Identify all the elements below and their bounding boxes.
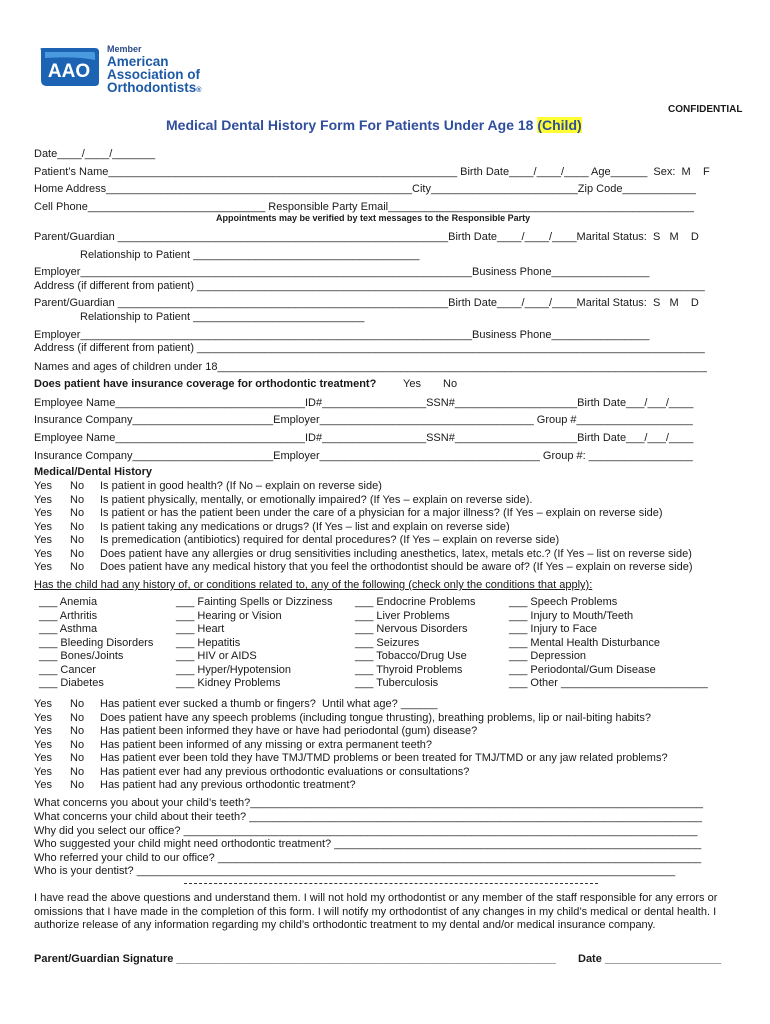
logo-member-label: Member — [107, 44, 142, 54]
condition-checkbox[interactable]: ___ HIV or AIDS — [176, 650, 257, 662]
cell-phone-field[interactable]: Cell Phone_____________________________ Responsible Party Email__________________________________________________ — [34, 201, 694, 213]
yes-option[interactable]: Yes — [34, 779, 52, 791]
employee-name-field-2[interactable]: Employee Name_______________________________ID#_________________SSN#____________________Birth Date___/___/____ — [34, 432, 694, 444]
yes-option[interactable]: Yes — [34, 698, 52, 710]
question-text: Is patient or has the patient been under the care of a physician for a major illness? (If Yes – explain on reverse side) — [100, 507, 663, 519]
insurance-question: Does patient have insurance coverage for orthodontic treatment? — [34, 378, 377, 390]
conditions-column-3 — [355, 596, 475, 691]
children-names-field[interactable]: Names and ages of children under 18________________________________________________________________________________ — [34, 361, 707, 373]
question-text: Has patient ever been told they have TMJ/TMD problems or been treated for TMJ/TMD or any jaw related problems? — [100, 752, 668, 764]
no-option[interactable]: No — [70, 725, 85, 737]
yes-option[interactable]: Yes — [34, 711, 52, 724]
guardian-signature-field[interactable]: Parent/Guardian Signature ______________________________________________________________ — [34, 953, 556, 965]
yes-option[interactable]: Yes — [34, 493, 52, 506]
condition-checkbox[interactable]: ___ Speech Problems — [509, 596, 618, 608]
condition-checkbox[interactable]: ___ Seizures — [355, 636, 420, 649]
condition-checkbox[interactable]: ___ Cancer — [39, 663, 96, 676]
no-option[interactable]: No — [70, 711, 85, 724]
yes-option[interactable]: Yes — [34, 480, 52, 492]
question-text: Is patient taking any medications or drugs? (If Yes – list and explain on reverse side) — [100, 520, 510, 533]
logo-initials: AAO — [47, 61, 91, 82]
yes-option[interactable]: Yes — [34, 752, 52, 764]
condition-checkbox[interactable]: ___ Hepatitis — [176, 636, 241, 649]
yes-option[interactable]: Yes — [34, 725, 52, 737]
text-verification-notice: Appointments may be verified by text messages to the Responsible Party — [216, 213, 531, 223]
condition-checkbox[interactable]: ___ Thyroid Problems — [355, 663, 463, 676]
logo-organization-name — [107, 55, 201, 97]
condition-checkbox[interactable]: ___ Diabetes — [39, 677, 104, 689]
conditions-column-4 — [509, 596, 708, 691]
yes-option[interactable]: Yes — [34, 547, 52, 560]
guardian2-relationship-field[interactable]: Relationship to Patient ____________________________ — [80, 311, 365, 323]
aao-logo — [37, 44, 237, 108]
aao-logo-mark-icon — [37, 46, 101, 88]
question-text: Has patient had any previous orthodontic treatment? — [100, 779, 356, 791]
condition-checkbox[interactable]: ___ Bleeding Disorders — [39, 636, 154, 649]
guardian2-employer-field[interactable]: Employer________________________________________________________________Business Phone________________ — [34, 329, 650, 341]
no-option[interactable]: No — [70, 520, 85, 533]
condition-checkbox[interactable]: ___ Hyper/Hypotension — [176, 663, 291, 676]
concern-field[interactable]: What concerns you about your child’s teeth?__________________________________________________________________________ — [34, 797, 703, 809]
patient-name-field[interactable]: Patient’s Name_________________________________________________________ Birth Date____/____/____ Age______ Sex: M F — [34, 166, 710, 178]
question-text: Does patient have any medical history that you feel the orthodontist should be aware of? (If Yes – explain on reverse side) — [100, 561, 693, 573]
yes-option[interactable]: Yes — [34, 561, 52, 573]
no-option[interactable]: No — [70, 547, 85, 560]
concern-field[interactable]: Who is your dentist? ________________________________________________________________________________________ — [34, 865, 676, 877]
condition-checkbox[interactable]: ___ Tuberculosis — [355, 677, 439, 689]
no-option[interactable]: No — [70, 765, 85, 778]
question-text: Has patient ever sucked a thumb or fingers? Until what age? ______ — [100, 698, 438, 710]
no-option[interactable]: No — [70, 493, 85, 506]
question-text: Is patient physically, mentally, or emotionally impaired? (If Yes – explain on reverse side). — [100, 493, 533, 506]
question-text: Does patient have any speech problems (including tongue thrusting), breathing problems, lip or nail-biting habits? — [100, 711, 651, 724]
condition-checkbox[interactable]: ___ Arthritis — [39, 609, 98, 622]
logo-line-1: American — [107, 54, 169, 69]
condition-checkbox[interactable]: ___ Hearing or Vision — [176, 609, 282, 622]
condition-checkbox[interactable]: ___ Endocrine Problems — [355, 596, 476, 608]
no-option[interactable]: No — [70, 698, 85, 710]
yes-option[interactable]: Yes — [34, 534, 52, 546]
home-address-field[interactable]: Home Address__________________________________________________City________________________Zip Code____________ — [34, 183, 696, 195]
divider — [184, 883, 598, 884]
no-option[interactable]: No — [70, 534, 85, 546]
signature-date-field[interactable]: Date ___________________ — [578, 953, 722, 965]
condition-checkbox[interactable]: ___ Liver Problems — [355, 609, 450, 622]
condition-checkbox[interactable]: ___ Other ________________________ — [509, 677, 708, 689]
condition-checkbox[interactable]: ___ Fainting Spells or Dizziness — [176, 596, 333, 608]
conditions-column-1 — [39, 596, 153, 691]
insurance-company-field-1[interactable]: Insurance Company_______________________Employer___________________________________ Group #___________________ — [34, 414, 693, 426]
concern-field[interactable]: Why did you select our office? ____________________________________________________________________________________ — [34, 825, 698, 837]
yes-option[interactable]: Yes — [34, 765, 52, 778]
condition-checkbox[interactable]: ___ Tobacco/Drug Use — [355, 650, 467, 662]
question-text: Is patient in good health? (If No – explain on reverse side) — [100, 480, 382, 492]
authorization-statement: I have read the above questions and understand them. I will not hold my orthodontist or any member of the staff responsible for any errors or omissions that I have made in the completion of this form. I will notify my orthodontist of any changes in my child’s medical or dental health. I authorize release of any information regarding my child’s orthodontic treatment to my dental and/or medical insurance company. — [34, 892, 718, 931]
insurance-company-field-2[interactable]: Insurance Company_______________________Employer____________________________________ Group #: _________________ — [34, 450, 693, 462]
yes-option[interactable]: Yes — [34, 520, 52, 533]
no-option[interactable]: No — [70, 779, 85, 791]
guardian2-address-field[interactable]: Address (if different from patient) ___________________________________________________________________________________ — [34, 342, 705, 354]
question-text: Has patient ever had any previous orthodontic evaluations or consultations? — [100, 765, 470, 778]
concern-field[interactable]: Who suggested your child might need orthodontic treatment? ____________________________________________________________ — [34, 838, 702, 850]
guardian1-employer-field[interactable]: Employer________________________________________________________________Business Phone________________ — [34, 266, 650, 278]
logo-line-2: Association of — [107, 67, 201, 82]
guardian1-field[interactable]: Parent/Guardian ______________________________________________________Birth Date____/____/____Marital Status: S M D — [34, 231, 699, 243]
no-option[interactable]: No — [70, 738, 85, 751]
condition-checkbox[interactable]: ___ Depression — [509, 650, 587, 662]
logo-line-3 — [107, 81, 201, 97]
condition-checkbox[interactable]: ___ Heart — [176, 623, 225, 635]
condition-checkbox[interactable]: ___ Injury to Face — [509, 623, 598, 635]
condition-checkbox[interactable]: ___ Periodontal/Gum Disease — [509, 663, 656, 676]
no-option[interactable]: No — [70, 752, 85, 764]
question-text: Has patient been informed of any missing or extra permanent teeth? — [100, 738, 433, 751]
condition-checkbox[interactable]: ___ Kidney Problems — [176, 677, 281, 689]
concern-field[interactable]: Who referred your child to our office? _______________________________________________________________________________ — [34, 852, 702, 864]
condition-checkbox[interactable]: ___ Nervous Disorders — [355, 623, 468, 635]
condition-checkbox[interactable]: ___ Anemia — [39, 596, 98, 608]
no-option[interactable]: No — [70, 561, 85, 573]
conditions-column-2 — [176, 596, 333, 691]
guardian1-relationship-field[interactable]: Relationship to Patient _____________________________________ — [80, 249, 420, 261]
guardian1-address-field[interactable]: Address (if different from patient) ___________________________________________________________________________________ — [34, 280, 705, 292]
logo-line-3-text: Orthodontists — [107, 80, 197, 95]
page-title — [166, 117, 582, 133]
employee-name-field-1[interactable]: Employee Name_______________________________ID#_________________SSN#____________________Birth Date___/___/____ — [34, 397, 694, 409]
title-highlight: (Child) — [537, 117, 582, 133]
no-option[interactable]: No — [70, 480, 85, 492]
conditions-heading: Has the child had any history of, or conditions related to, any of the following (check only the conditions that apply): — [34, 579, 593, 591]
concern-field[interactable]: What concerns your child about their teeth? __________________________________________________________________________ — [34, 811, 702, 823]
condition-checkbox[interactable]: ___ Bones/Joints — [39, 650, 124, 662]
question-text: Does patient have any allergies or drug sensitivities including anesthetics, latex, metals etc.? (If Yes – list on reverse side) — [100, 547, 692, 560]
condition-checkbox[interactable]: ___ Injury to Mouth/Teeth — [509, 609, 634, 622]
yes-option[interactable]: Yes — [34, 507, 52, 519]
logo-registered-mark: ® — [196, 87, 202, 94]
insurance-no-option[interactable]: No — [443, 378, 458, 390]
question-text: Is premedication (antibiotics) required for dental procedures? (If Yes – explain on reverse side) — [100, 534, 560, 546]
condition-checkbox[interactable]: ___ Mental Health Disturbance — [509, 636, 661, 649]
guardian2-field[interactable]: Parent/Guardian ______________________________________________________Birth Date____/____/____Marital Status: S M D — [34, 297, 699, 309]
no-option[interactable]: No — [70, 507, 85, 519]
yes-option[interactable]: Yes — [34, 738, 52, 751]
title-main: Medical Dental History Form For Patients Under Age 18 — [166, 117, 538, 133]
insurance-yes-option[interactable]: Yes — [403, 378, 421, 390]
date-field[interactable]: Date____/____/_______ — [34, 148, 156, 160]
confidential-label: CONFIDENTIAL — [668, 104, 743, 115]
medical-history-heading: Medical/Dental History — [34, 466, 152, 478]
condition-checkbox[interactable]: ___ Asthma — [39, 623, 98, 635]
question-text: Has patient been informed they have or have had periodontal (gum) disease? — [100, 725, 478, 737]
